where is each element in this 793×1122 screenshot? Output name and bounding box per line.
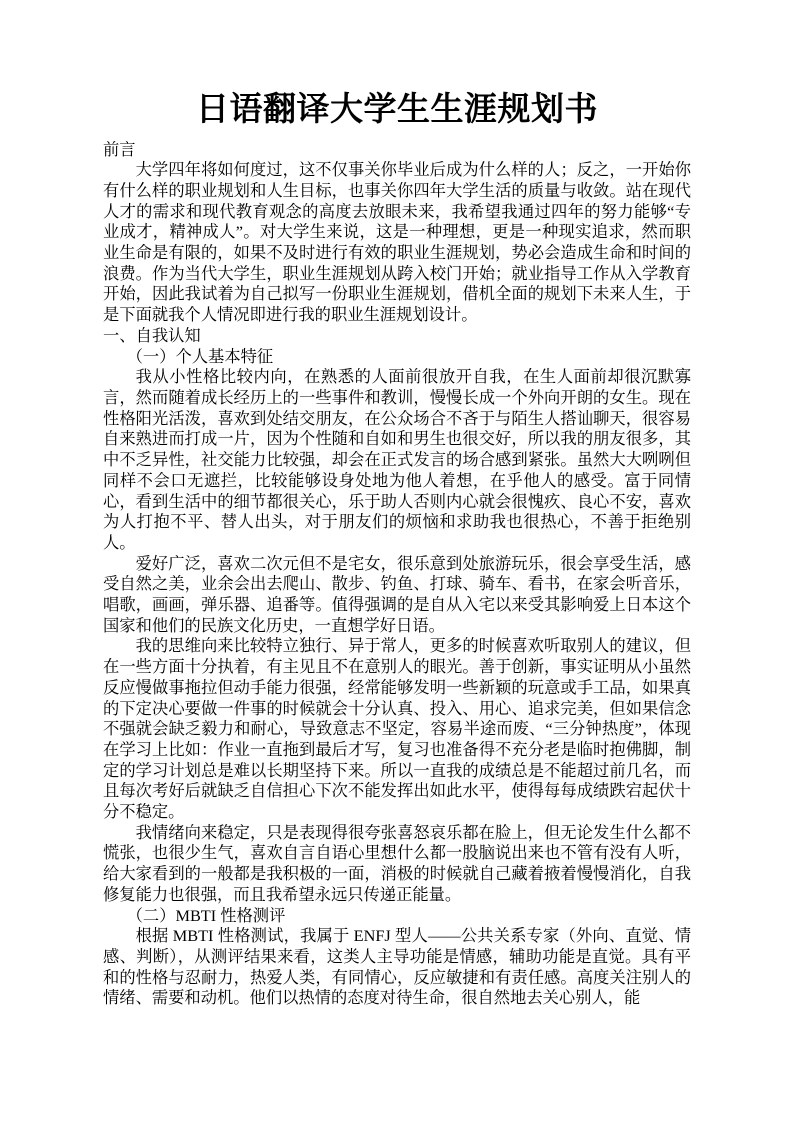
preface-label: 前言 [103,139,136,159]
paragraph-thinking: 我的思维向来比较特立独行、异于常人，更多的时候喜欢听取别人的建议，但在一些方面十分执着，有主见且不在意别人的眼光。善于创新，事实证明从小虽然反应慢做事拖拉但动手能力很强，经常能够发明一些新颖的玩意或手工品，如果真的下定决心要做一件事的时候就会十分认真、投入、用心、追求完美，但如果信念不强就会缺乏毅力和耐心，导致意志不坚定，容易半途而废、“三分钟热度”，体现在学习上比如：作业一直拖到最后才写，复习也准备得不充分老是临时抱佛脚，制定的学习计划总是难以长期坚持下来。所以一直我的成绩总是不能超过前几名，而且每次考好后就缺乏自信担心下次不能发挥出如此水平，使得每每成绩跌宕起伏十分不稳定。 [103,636,691,822]
paragraph-mbti-result: 根据 MBTI 性格测试，我属于 ENFJ 型人——公共关系专家（外向、直觉、情感、判断），从测评结果来看，这类人主导功能是情感，辅助功能是直觉。具有平和的性格与忍耐力，热爱人类，有同情心，反应敏捷和有责任感。高度关注别人的情绪、需要和动机。他们以热情的态度对待生命，很自然地去关心别人，能 [103,926,691,1008]
subsection-heading-mbti: （二）MBTI 性格测评 [126,905,286,925]
document-title: 日语翻译大学生生涯规划书 [196,92,598,128]
paragraph-hobbies: 爱好广泛，喜欢二次元但不是宅女，很乐意到处旅游玩乐，很会享受生活，感受自然之美，业余会出去爬山、散步、钓鱼、打球、骑车、看书，在家会听音乐，唱歌，画画，弹乐器、追番等。值得强调的是自从入宅以来受其影响爱上日本这个国家和他们的民族文化历史，一直想学好日语。 [103,553,691,635]
paragraph-personality: 我从小性格比较内向，在熟悉的人面前很放开自我，在生人面前却很沉默寡言，然而随着成长经历上的一些事件和教训，慢慢长成一个外向开朗的女生。现在性格阳光活泼，喜欢到处结交朋友，在公众场合不吝于与陌生人搭讪聊天，很容易自来熟进而打成一片，因为个性随和自如和男生也很交好，所以我的朋友很多，其中不乏异性，社交能力比较强，却会在正式发言的场合感到紧张。虽然大大咧咧但同样不会口无遮拦，比较能够设身处地为他人着想，在乎他人的感受。富于同情心，看到生活中的细节都很关心，乐于助人否则内心就会很愧疚、良心不安，喜欢为人打抱不平、替人出头，对于朋友们的烦恼和求助我也很热心，不善于拒绝别人。 [103,367,691,552]
paragraph-emotions: 我情绪向来稳定，只是表现得很夸张喜怒哀乐都在脸上，但无论发生什么都不慌张，也很少生气，喜欢自言自语心里想什么都一股脑说出来也不管有没有人听，给大家看到的一般都是我积极的一面，消极的时候就自己藏着掖着慢慢消化，自我修复能力也很强，而且我希望永远只传递正能量。 [103,822,691,904]
preface-paragraph: 大学四年将如何度过，这不仅事关你毕业后成为什么样的人；反之，一开始你有什么样的职业规划和人生目标，也事关你四年大学生活的质量与收敛。站在现代人才的需求和现代教育观念的高度去放眼未来，我希望我通过四年的努力能够“专业成才，精神成人”。对大学生来说，这是一种理想，更是一种现实追求，然而职业生命是有限的，如果不及时进行有效的职业生涯规划，势必会造成生命和时间的浪费。作为当代大学生，职业生涯规划从跨入校门开始；就业指导工作从入学教育开始，因此我试着为自己拟写一份职业生涯规划，借机全面的规划下未来人生，于是下面就我个人情况即进行我的职业生涯规划设计。 [103,160,691,325]
section-heading-self-awareness: 一、自我认知 [103,325,201,345]
subsection-heading-personal-traits: （一）个人基本特征 [126,346,274,366]
